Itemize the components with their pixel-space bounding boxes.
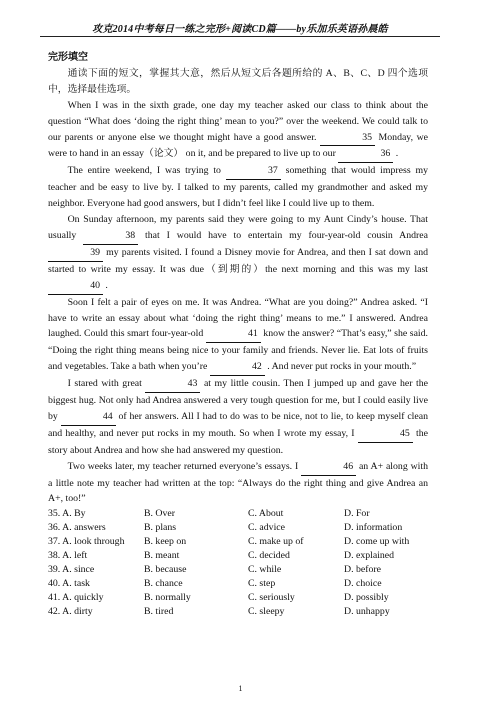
option-choice: D. possibly [344,591,389,603]
answer-blank [358,426,413,443]
passage-text: that I would have to entertain my four-year-old cousin Andrea [138,229,429,241]
option-choice: C. make up of [248,536,304,548]
passage-paragraph [48,295,428,377]
passage-text: Monday, we were to hand in an essay（论文） on it, and be prepared to live up to our [48,131,428,160]
blank-number: 37 [268,165,278,177]
passage-text: my parents visited. I found a Disney movie for Andrea, and then I sat down and started to write my essay. It was due（到期的）the next morning and this was my last [48,246,428,275]
option-choice: D. information [344,522,403,534]
answer-blank [48,245,103,262]
passage-text: When I was in the sixth grade, one day my teacher asked our class to think about the question “What does ‘doing the right thing’ mean to you?” over the weekend. We could talk to our parents or anyone else we thought might have a good answer. [48,99,428,143]
option-choice: 35. A. By [48,508,86,520]
option-choice: C. About [248,508,284,520]
blank-number: 40 [90,279,100,291]
option-choice: D. unhappy [344,605,390,617]
option-choice: B. tired [144,605,174,617]
option-choice: 41. A. quickly [48,591,104,603]
passage-text: an A+ along with a little note my teacher had written at the top: “Always do the right thing and give Andrea an A+, too!” [48,460,428,505]
passage-text: Soon I felt a pair of eyes on me. It was Andrea. “What are you doing?” Andrea asked. “I have to write an essay about what ‘doing the right thing’ means to me.” I answered. Andrea laughed. Could this smart four-year-old [48,296,428,340]
passage-text: of her answers. All I had to do was to be nice, not to lie, to keep myself clean and healthy, and never put rocks in my mouth. So when I wrote my essay, I [48,410,428,439]
blank-number: 43 [187,378,198,390]
answer-blank [320,130,375,147]
option-row [48,507,428,521]
page-header: 攻克2014中考每日一练之完形+阅读CD篇——by乐加乐英语孙晨皓 [92,24,388,35]
option-choice: C. sleepy [248,605,285,617]
blank-number: 42 [252,361,262,373]
passage [48,98,428,508]
header-rule [40,36,440,37]
answer-blank [226,163,281,180]
option-choice: 39. A. since [48,563,95,575]
option-choice: 40. A. task [48,577,90,589]
option-row [48,521,428,535]
option-row [48,605,428,619]
passage-text: . [393,148,399,160]
option-choice: 37. A. look through [48,536,125,548]
answer-blank [83,228,138,245]
passage-text: something that would impress my teacher and be easy to live by. I talked to my parents, called my grandmother and asked my neighbor. Everyone had good answers, but I didn’t feel like I could live up to them. [48,165,428,210]
answer-blank [210,359,265,376]
answer-blank [61,409,116,426]
option-choice: D. come up with [344,536,410,548]
passage-text: The entire weekend, I was trying to [67,165,226,177]
option-choice: B. keep on [144,536,187,548]
option-row [48,563,428,577]
option-choice: C. decided [248,550,290,562]
passage-paragraph [48,163,428,212]
passage-text: at my little cousin. Then I jumped up and gave her the biggest hug. Not only had Andrea answered a very tough question for me, but I could easily live by [48,378,428,422]
option-row [48,535,428,549]
passage-paragraph [48,376,428,459]
blank-number: 39 [90,246,100,258]
option-choice: D. before [344,563,381,575]
passage-text: . And never put rocks in your mouth.” [264,361,417,373]
option-choice: B. Over [144,508,176,520]
instructions: 通读下面的短文，掌握其大意，然后从短文后各题所给的 A、B、C、D 四个选项中，选择最佳选项。 [48,67,428,95]
option-choice: B. normally [144,591,191,603]
blank-number: 35 [362,131,372,143]
passage-text: On Sunday afternoon, my parents said they were going to my Aunt Cindy’s house. That usually [48,214,428,241]
options-list [48,507,428,618]
option-choice: D. choice [344,577,382,589]
answer-blank [48,278,103,295]
passage-text: I stared with great [67,378,146,390]
option-choice: B. chance [144,577,183,589]
option-choice: C. seriously [248,591,295,603]
option-choice: 36. A. answers [48,522,106,534]
option-row [48,591,428,605]
answer-blank [301,459,356,476]
page-number: 1 [238,684,243,693]
answer-blank [338,146,393,163]
passage-text: Two weeks later, my teacher returned everyone’s essays. I [67,460,302,472]
answer-blank [145,376,200,393]
passage-paragraph [48,459,428,508]
option-choice: C. while [248,563,282,575]
passage-text: know the answer? “That’s easy,” she said. “Doing the right thing means being nice to your family and friends. Never lie. Eat lots of fruits and vegetables. Take a bath when you’re [48,328,428,373]
option-choice: C. step [248,577,276,589]
option-choice: B. meant [144,550,180,562]
blank-number: 46 [343,460,354,472]
blank-number: 44 [102,410,113,422]
blank-number: 45 [400,427,410,439]
option-row [48,549,428,563]
option-choice: B. because [144,563,187,575]
answer-blank [206,326,261,343]
option-row [48,577,428,591]
section-title: 完形填空 [48,52,88,63]
passage-paragraph [48,98,428,164]
option-choice: D. For [344,508,370,520]
passage-paragraph [48,212,428,295]
blank-number: 36 [380,148,391,160]
option-choice: 42. A. dirty [48,605,93,617]
option-choice: C. advice [248,522,285,534]
option-choice: 38. A. left [48,550,88,562]
option-choice: B. plans [144,522,177,534]
blank-number: 41 [247,328,258,340]
passage-text: . [102,279,108,291]
document-body [48,50,428,619]
blank-number: 38 [125,229,136,241]
passage-text: the story about Andrea and how she had answered my question. [48,427,429,456]
option-choice: D. explained [344,550,395,562]
